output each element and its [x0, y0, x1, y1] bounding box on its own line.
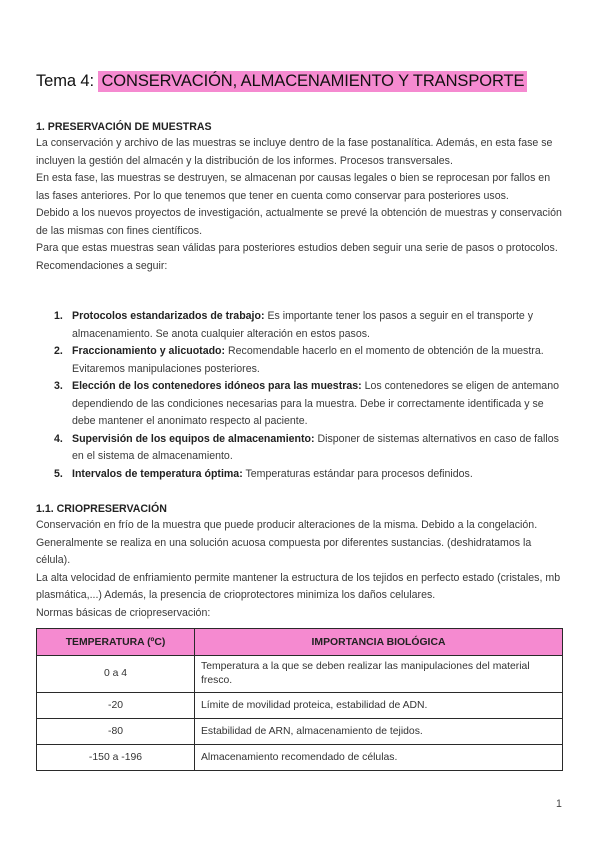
cell-importance: Temperatura a la que se deben realizar las manipulaciones del material fresco.: [195, 656, 563, 693]
list-item: [36, 378, 566, 431]
list-number: 5.: [54, 467, 63, 480]
list-item-title: Protocolos estandarizados de trabajo:: [72, 310, 265, 322]
cell-importance: Estabilidad de ARN, almacenamiento de tejidos.: [195, 719, 563, 745]
cell-temperature: -150 a -196: [37, 745, 195, 771]
table-row: [37, 656, 563, 693]
table-row: [37, 719, 563, 745]
paragraph: Conservación en frío de la muestra que puede producir alteraciones de la misma. Debido a la congelación. Generalmente se realiza en una solución acuosa compuesta por diferentes sustancias. (deshidratamos la célula).: [36, 519, 538, 566]
list-item-title: Fraccionamiento y alicuotado:: [72, 345, 226, 357]
section-1-body: [36, 135, 566, 275]
paragraph: La conservación y archivo de las muestras se incluye dentro de la fase postanalítica. Además, en esta fase se incluyen la gestión del almacén y la distribución de los informes. Procesos transversales.: [36, 137, 553, 167]
recommendations-list: [36, 308, 566, 483]
list-item-title: Supervisión de los equipos de almacenamiento:: [72, 432, 315, 445]
list-number: 4.: [54, 432, 63, 445]
title-highlight: CONSERVACIÓN, ALMACENAMIENTO Y TRANSPORTE: [98, 71, 527, 92]
list-item: [36, 466, 566, 484]
list-item-text: Es importante tener los pasos a seguir en el transporte y almacenamiento. Se anota cualquier alteración en estos pasos.: [72, 310, 534, 340]
list-number: 2.: [54, 345, 63, 357]
list-item-title: Elección de los contenedores idóneos para las muestras:: [72, 380, 362, 392]
list-item-text: Recomendable hacerlo en el momento de obtención de la muestra. Evitaremos manipulaciones posteriores.: [72, 345, 544, 375]
paragraph: Normas básicas de criopreservación:: [36, 606, 211, 619]
cell-temperature: 0 a 4: [37, 656, 195, 693]
paragraph: Recomendaciones a seguir:: [36, 259, 168, 272]
paragraph: Para que estas muestras sean válidas para posteriores estudios deben seguir una serie de pasos o protocolos.: [36, 242, 558, 254]
list-item-text: Los contenedores se eligen de antemano dependiendo de las condiciones necesarias para la muestra. Debe ir correctamente identificada y se debe mantener el anonimato respecto al paciente.: [72, 380, 559, 427]
table-row: [37, 693, 563, 719]
page-number: 1: [556, 798, 562, 810]
section-1-1-body: [36, 517, 566, 622]
section-1-heading: 1. PRESERVACIÓN DE MUESTRAS: [36, 121, 212, 133]
title-prefix: Tema 4:: [36, 72, 94, 90]
list-item-text: Temperaturas estándar para procesos definidos.: [242, 467, 473, 480]
list-item: [36, 308, 566, 343]
table-row: [37, 745, 563, 771]
page-title: [36, 72, 527, 91]
section-1-1-heading: 1.1. CRIOPRESERVACIÓN: [36, 503, 167, 515]
list-item: [36, 431, 566, 466]
cell-temperature: -20: [37, 693, 195, 719]
list-item: [36, 343, 566, 378]
header-temperature: TEMPERATURA (ºC): [37, 629, 195, 656]
list-item-title: Intervalos de temperatura óptima:: [72, 467, 243, 480]
paragraph: Debido a los nuevos proyectos de investigación, actualmente se prevé la obtención de muestras y conservación de las mismas con fines científicos.: [36, 207, 562, 237]
list-number: 1.: [54, 310, 63, 322]
cryopreservation-table: [36, 628, 563, 771]
list-item-text: Disponer de sistemas alternativos en caso de fallos en el sistema de almacenamiento.: [72, 432, 559, 462]
cell-temperature: -80: [37, 719, 195, 745]
cell-importance: Límite de movilidad proteica, estabilidad de ADN.: [195, 693, 563, 719]
header-importance: IMPORTANCIA BIOLÓGICA: [195, 629, 563, 656]
cell-importance: Almacenamiento recomendado de células.: [195, 745, 563, 771]
list-number: 3.: [54, 380, 63, 392]
table-header-row: [37, 629, 563, 656]
paragraph: En esta fase, las muestras se destruyen, se almacenan por causas legales o bien se reprocesan por fallos en las fases anteriores. Por lo que tenemos que tener en cuenta como conservar para posteriores usos.: [36, 172, 551, 202]
paragraph: La alta velocidad de enfriamiento permite mantener la estructura de los tejidos en perfecto estado (cristales, mb plasmática,...) Además, la presencia de crioprotectores minimiza los daños celulares.: [36, 571, 561, 601]
